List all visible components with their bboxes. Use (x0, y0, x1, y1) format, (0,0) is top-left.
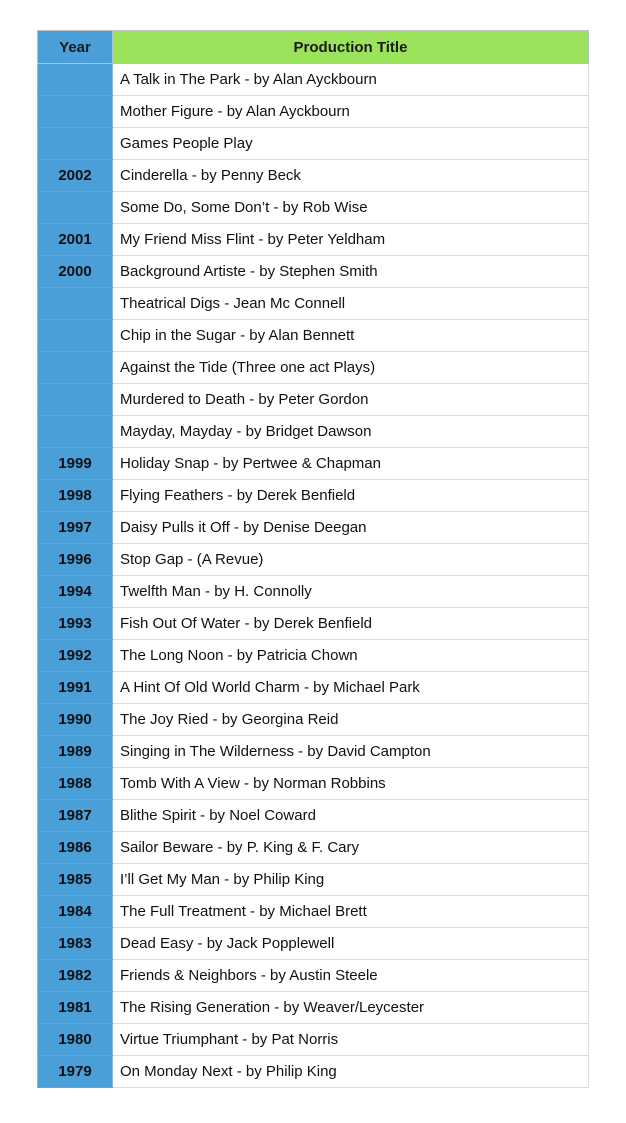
year-cell: 1989 (38, 736, 113, 768)
production-title-cell: I’ll Get My Man - by Philip King (113, 864, 589, 896)
table-row (38, 224, 589, 256)
productions-table-container (37, 30, 588, 1088)
year-cell: 1981 (38, 992, 113, 1024)
production-title-cell: Fish Out Of Water - by Derek Benfield (113, 608, 589, 640)
year-cell: 2001 (38, 224, 113, 256)
production-title-cell: My Friend Miss Flint - by Peter Yeldham (113, 224, 589, 256)
table-row (38, 800, 589, 832)
production-title-cell: Dead Easy - by Jack Popplewell (113, 928, 589, 960)
production-title-cell: Games People Play (113, 128, 589, 160)
table-row (38, 960, 589, 992)
table-row (38, 640, 589, 672)
table-row (38, 864, 589, 896)
production-title-cell: Sailor Beware - by P. King & F. Cary (113, 832, 589, 864)
table-row (38, 768, 589, 800)
production-title-cell: Virtue Triumphant - by Pat Norris (113, 1024, 589, 1056)
production-title-cell: The Long Noon - by Patricia Chown (113, 640, 589, 672)
production-title-cell: Tomb With A View - by Norman Robbins (113, 768, 589, 800)
table-row (38, 544, 589, 576)
year-cell: 1983 (38, 928, 113, 960)
year-cell: 1999 (38, 448, 113, 480)
year-cell: 1987 (38, 800, 113, 832)
production-title-cell: Friends & Neighbors - by Austin Steele (113, 960, 589, 992)
year-cell: 1992 (38, 640, 113, 672)
production-title-cell: The Rising Generation - by Weaver/Leycester (113, 992, 589, 1024)
table-row (38, 64, 589, 96)
production-title-cell: Holiday Snap - by Pertwee & Chapman (113, 448, 589, 480)
production-title-cell: Cinderella - by Penny Beck (113, 160, 589, 192)
table-row (38, 1056, 589, 1088)
year-cell: 1997 (38, 512, 113, 544)
year-cell (38, 128, 113, 160)
productions-table (37, 30, 589, 1088)
production-title-cell: Mother Figure - by Alan Ayckbourn (113, 96, 589, 128)
production-title-cell: Blithe Spirit - by Noel Coward (113, 800, 589, 832)
production-title-cell: Daisy Pulls it Off - by Denise Deegan (113, 512, 589, 544)
table-row (38, 1024, 589, 1056)
table-row (38, 352, 589, 384)
year-cell: 1998 (38, 480, 113, 512)
year-column-header: Year (38, 31, 113, 64)
year-cell: 1980 (38, 1024, 113, 1056)
title-column-header: Production Title (113, 31, 589, 64)
production-title-cell: Flying Feathers - by Derek Benfield (113, 480, 589, 512)
table-row (38, 160, 589, 192)
production-title-cell: A Hint Of Old World Charm - by Michael Park (113, 672, 589, 704)
year-cell (38, 64, 113, 96)
year-cell: 1984 (38, 896, 113, 928)
table-row (38, 416, 589, 448)
year-cell (38, 384, 113, 416)
table-row (38, 320, 589, 352)
year-cell: 1993 (38, 608, 113, 640)
year-cell (38, 96, 113, 128)
year-cell: 1979 (38, 1056, 113, 1088)
table-row (38, 576, 589, 608)
year-cell (38, 288, 113, 320)
year-cell: 1986 (38, 832, 113, 864)
year-cell: 1982 (38, 960, 113, 992)
table-body (38, 64, 589, 1088)
year-cell: 2000 (38, 256, 113, 288)
year-cell: 1988 (38, 768, 113, 800)
year-cell: 1990 (38, 704, 113, 736)
table-row (38, 736, 589, 768)
production-title-cell: Twelfth Man - by H. Connolly (113, 576, 589, 608)
year-cell: 1985 (38, 864, 113, 896)
table-row (38, 448, 589, 480)
table-row (38, 288, 589, 320)
production-title-cell: Chip in the Sugar - by Alan Bennett (113, 320, 589, 352)
production-title-cell: Theatrical Digs - Jean Mc Connell (113, 288, 589, 320)
year-cell (38, 320, 113, 352)
table-row (38, 608, 589, 640)
production-title-cell: Mayday, Mayday - by Bridget Dawson (113, 416, 589, 448)
production-title-cell: The Joy Ried - by Georgina Reid (113, 704, 589, 736)
production-title-cell: Stop Gap - (A Revue) (113, 544, 589, 576)
year-cell: 2002 (38, 160, 113, 192)
header-row (38, 31, 589, 64)
production-title-cell: Background Artiste - by Stephen Smith (113, 256, 589, 288)
table-row (38, 992, 589, 1024)
year-cell (38, 192, 113, 224)
production-title-cell: Some Do, Some Don’t - by Rob Wise (113, 192, 589, 224)
table-row (38, 192, 589, 224)
table-row (38, 480, 589, 512)
year-cell: 1994 (38, 576, 113, 608)
table-row (38, 704, 589, 736)
table-row (38, 832, 589, 864)
table-row (38, 384, 589, 416)
table-row (38, 672, 589, 704)
production-title-cell: Murdered to Death - by Peter Gordon (113, 384, 589, 416)
year-cell: 1991 (38, 672, 113, 704)
production-title-cell: On Monday Next - by Philip King (113, 1056, 589, 1088)
table-row (38, 512, 589, 544)
production-title-cell: A Talk in The Park - by Alan Ayckbourn (113, 64, 589, 96)
production-title-cell: The Full Treatment - by Michael Brett (113, 896, 589, 928)
table-row (38, 256, 589, 288)
production-title-cell: Singing in The Wilderness - by David Campton (113, 736, 589, 768)
table-row (38, 896, 589, 928)
table-row (38, 96, 589, 128)
year-cell (38, 416, 113, 448)
year-cell: 1996 (38, 544, 113, 576)
table-row (38, 928, 589, 960)
production-title-cell: Against the Tide (Three one act Plays) (113, 352, 589, 384)
table-row (38, 128, 589, 160)
year-cell (38, 352, 113, 384)
